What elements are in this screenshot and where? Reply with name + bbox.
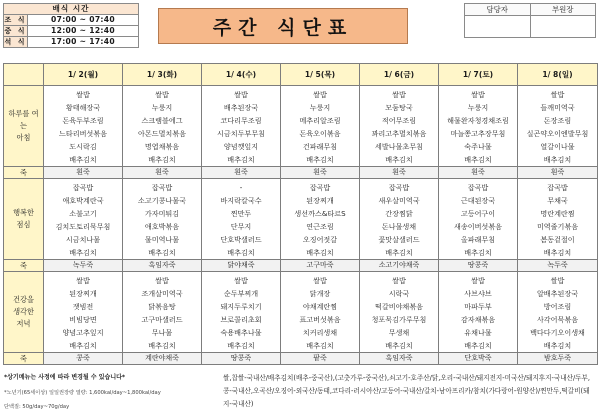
menu-cell bbox=[360, 179, 439, 260]
dish-item: 쌀밥 bbox=[550, 90, 565, 99]
origin-info: 쌀,찹쌀-국내산/배추김치(배추-중국산),(고춧가루-중국산),쇠고기-호주산/닭,오리-국내산/돼지전지-미국산/돼지후지-국내산/두부,콩-국내산,오곡산/오징어-외국산/동태,코다리-러시아산/고등어-국내산/갈치-남아프리카/참치(가다랑어-원양산)/찐만두,떡갈비(돼지-국내산) bbox=[223, 374, 591, 408]
page-title: 주간 식단표 bbox=[212, 16, 354, 39]
dish-item: 배추김치 bbox=[148, 341, 176, 350]
dish-item: 쌀밥 bbox=[471, 90, 485, 99]
dish-item: 고구마샐러드 bbox=[141, 315, 183, 324]
dish-item: 닭개장 bbox=[309, 289, 331, 298]
meal-row-label-line: 생각한 bbox=[13, 307, 34, 316]
dish-item: 감자채볶음 bbox=[460, 315, 496, 324]
breakfast-label: 조 식 bbox=[4, 16, 27, 24]
dish-item: 쌀밥 bbox=[76, 276, 90, 285]
meal-row-label-line: 는 bbox=[20, 121, 27, 130]
dish-item: 방어조림 bbox=[543, 302, 572, 311]
dish-item: 바지락칼국수 bbox=[220, 196, 262, 205]
dish-item: 꽃맛살샐러드 bbox=[378, 235, 420, 244]
approval-table bbox=[464, 3, 596, 38]
dish-item: 도시락김 bbox=[69, 142, 97, 151]
dish-item: 쌀밥 bbox=[155, 276, 169, 285]
dish-item: 치커리생채 bbox=[302, 328, 338, 337]
dish-item: 돈육오이볶음 bbox=[299, 129, 341, 138]
meal-row bbox=[4, 86, 598, 167]
meal-row-label-line: 하루를 여 bbox=[8, 109, 39, 118]
dish-item: 올파래무침 bbox=[460, 235, 496, 244]
dinner-label: 석 식 bbox=[4, 38, 27, 46]
porridge-cell: 소고기야채죽 bbox=[360, 260, 439, 272]
dish-item: 배추김치 bbox=[148, 248, 176, 257]
porridge-cell: 흰죽 bbox=[360, 167, 439, 179]
dish-item: 찐만두 bbox=[230, 209, 252, 218]
dish-item: 쌀밥 bbox=[313, 276, 327, 285]
dish-item: 배추김치 bbox=[543, 155, 572, 164]
dish-item: 잡곡밥 bbox=[467, 183, 489, 192]
dish-item: 쌀밥 bbox=[234, 276, 248, 285]
porridge-cell: 팥죽 bbox=[281, 353, 360, 365]
dish-item: 단무지 bbox=[230, 222, 252, 231]
dish-item: 명엽채볶음 bbox=[144, 142, 180, 151]
dish-item: 비빔당면 bbox=[69, 315, 97, 324]
dish-item: 배추김치 bbox=[69, 341, 97, 350]
day-header: 1/ 4(수) bbox=[202, 64, 281, 86]
approval-manager-label: 담당자 bbox=[465, 4, 531, 16]
porridge-cell: 흰죽 bbox=[123, 167, 202, 179]
nutrition-info bbox=[4, 386, 199, 414]
dish-item: 애호박볶음 bbox=[144, 222, 180, 231]
dish-item: 배추김치 bbox=[69, 248, 97, 257]
menu-cell bbox=[281, 179, 360, 260]
dish-item: 새우살미역국 bbox=[378, 196, 420, 205]
dish-item: 소불고기 bbox=[69, 209, 97, 218]
dish-item: 배추김치 bbox=[464, 341, 492, 350]
dish-item: 가자미튀김 bbox=[144, 209, 180, 218]
dish-item: 무나물 bbox=[151, 328, 173, 337]
porridge-row bbox=[4, 167, 598, 179]
dish-item: 배추김치 bbox=[227, 155, 255, 164]
porridge-cell: 흰죽 bbox=[439, 167, 518, 179]
lunch-time: 12:00 ~ 12:40 bbox=[28, 26, 139, 37]
porridge-row-label: 죽 bbox=[4, 260, 44, 272]
dish-item: 시락국 bbox=[388, 289, 410, 298]
dish-item: 조개살미역국 bbox=[141, 289, 183, 298]
dish-item: 배추김치 bbox=[464, 248, 492, 257]
dish-item: 잡곡밥 bbox=[72, 183, 94, 192]
menu-cell bbox=[360, 86, 439, 167]
meal-row-label bbox=[4, 86, 44, 167]
dish-item: 세발나물초무침 bbox=[375, 142, 423, 151]
dish-item: 양념고추잎지 bbox=[62, 328, 104, 337]
dish-item: 누룽지 bbox=[467, 103, 489, 112]
lunch-label: 중 식 bbox=[4, 27, 27, 35]
approval-deputy-sign bbox=[530, 16, 596, 38]
menu-cell bbox=[439, 272, 518, 353]
meal-row-label-line: 저녁 bbox=[16, 319, 31, 328]
dish-item: 마파두부 bbox=[464, 302, 492, 311]
dish-item: 쌀밥 bbox=[234, 90, 248, 99]
meal-times-table bbox=[3, 3, 139, 48]
dish-item: 아몬드멸치볶음 bbox=[138, 129, 186, 138]
porridge-cell: 흰죽 bbox=[44, 167, 123, 179]
dish-item: 메추리알조림 bbox=[299, 116, 341, 125]
menu-cell bbox=[123, 272, 202, 353]
menu-cell bbox=[439, 86, 518, 167]
dish-item: 꽈리고추멸치볶음 bbox=[371, 129, 427, 138]
dish-item: 애호박계란국 bbox=[62, 196, 104, 205]
dish-item: 알배추된장국 bbox=[536, 289, 579, 298]
day-header: 1/ 8(일) bbox=[518, 64, 598, 86]
meal-row bbox=[4, 179, 598, 260]
dish-item: 실곤약오이엔발무침 bbox=[526, 129, 589, 138]
dish-item: 모둠탕국 bbox=[385, 103, 413, 112]
dish-item: 배추김치 bbox=[543, 248, 572, 257]
dish-item: 쌀밥 bbox=[550, 276, 565, 285]
dish-item: 떡갈비야채볶음 bbox=[375, 302, 423, 311]
porridge-cell: 흰죽 bbox=[518, 167, 598, 179]
dish-item: 청포묵김가루무침 bbox=[371, 315, 427, 324]
porridge-cell: 땅콩죽 bbox=[439, 260, 518, 272]
meal-row-label bbox=[4, 272, 44, 353]
dish-item: 명란계란찜 bbox=[540, 209, 575, 218]
meal-row-label-line: 건강을 bbox=[13, 295, 34, 304]
dish-item: 배추김치 bbox=[385, 248, 413, 257]
dish-item: 시금치나물 bbox=[65, 235, 101, 244]
dish-item: 코다리무조림 bbox=[220, 116, 262, 125]
dish-item: 배추김치 bbox=[385, 341, 413, 350]
dish-item: 들깨미역국 bbox=[540, 103, 575, 112]
dish-item: 표고버섯볶음 bbox=[299, 315, 341, 324]
porridge-cell: 밤호두죽 bbox=[518, 353, 598, 365]
dish-item: 배추김치 bbox=[306, 248, 334, 257]
dish-item: 배추김치 bbox=[227, 248, 255, 257]
dish-item: 브로콜리초회 bbox=[220, 315, 262, 324]
breakfast-time: 07:00 ~ 07:40 bbox=[28, 15, 139, 26]
menu-cell bbox=[360, 272, 439, 353]
approval-manager-sign bbox=[465, 16, 531, 38]
porridge-cell: 땅콩죽 bbox=[202, 353, 281, 365]
dish-item: 잡곡밥 bbox=[388, 183, 410, 192]
dish-item: 돈나물생채 bbox=[381, 222, 417, 231]
dish-item: 된장찌개 bbox=[306, 196, 334, 205]
dish-item: 무채국 bbox=[547, 196, 568, 205]
dish-item: 유채나물 bbox=[464, 328, 492, 337]
dish-item: - bbox=[239, 183, 243, 192]
dish-item: 봄동겉절이 bbox=[540, 235, 575, 244]
dish-item: 적어무조림 bbox=[381, 116, 417, 125]
dish-item: 스크램블에그 bbox=[141, 116, 183, 125]
approval-deputy-label: 부원장 bbox=[530, 4, 596, 16]
dish-item: 잡곡밥 bbox=[151, 183, 173, 192]
dish-item: 쌀밥 bbox=[392, 276, 406, 285]
porridge-row-label: 죽 bbox=[4, 353, 44, 365]
dish-item: 배추김치 bbox=[385, 155, 413, 164]
dish-item: 숙용배추나물 bbox=[220, 328, 262, 337]
menu-cell bbox=[518, 179, 598, 260]
meal-row-label-line: 행복한 bbox=[13, 208, 34, 217]
dish-item: 배추된장국 bbox=[223, 103, 259, 112]
porridge-row bbox=[4, 260, 598, 272]
dish-item: 돼지두루치기 bbox=[220, 302, 262, 311]
porridge-cell: 닭야채죽 bbox=[202, 260, 281, 272]
menu-cell bbox=[518, 272, 598, 353]
nutrition-protein: 단백질: 50g/day~70g/day bbox=[4, 404, 70, 410]
meal-row-label bbox=[4, 179, 44, 260]
menu-cell bbox=[44, 86, 123, 167]
dish-item: 고등어구이 bbox=[460, 209, 496, 218]
menu-cell bbox=[123, 179, 202, 260]
dish-item: 돈육두부조림 bbox=[62, 116, 104, 125]
porridge-cell: 콩죽 bbox=[44, 353, 123, 365]
porridge-row-label: 죽 bbox=[4, 167, 44, 179]
dish-item: 사브샤브 bbox=[464, 289, 492, 298]
dish-item: 느타리버섯볶음 bbox=[59, 129, 107, 138]
dish-item: 쌀밥 bbox=[76, 90, 90, 99]
dish-item: 오징어젓갈 bbox=[302, 235, 338, 244]
porridge-cell: 흰죽 bbox=[281, 167, 360, 179]
dish-item: 야채계란찜 bbox=[302, 302, 338, 311]
corner-cell bbox=[4, 64, 44, 86]
dish-item: 숙주나물 bbox=[464, 142, 492, 151]
title-banner bbox=[158, 8, 408, 44]
dish-item: 순두부찌개 bbox=[223, 289, 259, 298]
day-header-row bbox=[4, 64, 598, 86]
porridge-cell: 흑임자죽 bbox=[123, 260, 202, 272]
dish-item: 쌀밥 bbox=[155, 90, 169, 99]
dish-item: 연근조림 bbox=[306, 222, 334, 231]
meal-times-header: 배식 시간 bbox=[4, 4, 139, 15]
dish-item: 무생채 bbox=[388, 328, 410, 337]
dish-item: 된장찌개 bbox=[69, 289, 97, 298]
dish-item: 쌀밥 bbox=[471, 276, 485, 285]
menu-cell bbox=[202, 179, 281, 260]
dish-item: 해물완자청경채조림 bbox=[447, 116, 509, 125]
dish-item: 양념깻잎지 bbox=[223, 142, 259, 151]
dish-item: 잡곡밥 bbox=[547, 183, 568, 192]
dish-item: 생선까스&타르S bbox=[294, 209, 346, 218]
dish-item: 건파래무침 bbox=[302, 142, 338, 151]
dish-item: 배추김치 bbox=[464, 155, 492, 164]
menu-cell bbox=[44, 272, 123, 353]
menu-cell bbox=[439, 179, 518, 260]
dish-item: 김치도토리묵무침 bbox=[55, 222, 111, 231]
dish-item: 잡곡밥 bbox=[309, 183, 331, 192]
menu-cell bbox=[123, 86, 202, 167]
dish-item: 배추김치 bbox=[306, 341, 334, 350]
dish-item: 사각어묵볶음 bbox=[536, 315, 579, 324]
porridge-cell: 고구마죽 bbox=[281, 260, 360, 272]
dish-item: 백다다기오이생채 bbox=[530, 328, 585, 337]
porridge-cell: 흰죽 bbox=[202, 167, 281, 179]
dish-item: 배추김치 bbox=[543, 341, 572, 350]
menu-cell bbox=[281, 272, 360, 353]
menu-cell bbox=[281, 86, 360, 167]
dish-item: 단호박샐러드 bbox=[220, 235, 262, 244]
meal-row-label-line: 점심 bbox=[16, 220, 31, 229]
day-header: 1/ 7(토) bbox=[439, 64, 518, 86]
notice-text: *상기메뉴는 사정에 따라 변경될 수 있습니다* bbox=[4, 374, 126, 381]
porridge-cell: 흑임자죽 bbox=[360, 353, 439, 365]
dish-item: 미역줄기볶음 bbox=[536, 222, 579, 231]
dish-item: 잿빔전 bbox=[72, 302, 94, 311]
day-header: 1/ 3(화) bbox=[123, 64, 202, 86]
dinner-time: 17:00 ~ 17:40 bbox=[28, 37, 139, 48]
dish-item: 간장찜닭 bbox=[385, 209, 413, 218]
dish-item: 배추김치 bbox=[148, 155, 176, 164]
menu-cell bbox=[44, 179, 123, 260]
porridge-cell: 녹두죽 bbox=[44, 260, 123, 272]
porridge-cell: 녹두죽 bbox=[518, 260, 598, 272]
menu-cell bbox=[202, 86, 281, 167]
porridge-cell: 단호박죽 bbox=[439, 353, 518, 365]
dish-item: 시금치두부무침 bbox=[217, 129, 265, 138]
dish-item: 근대된장국 bbox=[460, 196, 496, 205]
day-header: 1/ 5(목) bbox=[281, 64, 360, 86]
dish-item: 배추김치 bbox=[227, 341, 255, 350]
dish-item: 배추김치 bbox=[306, 155, 334, 164]
dish-item: 닭볶음탕 bbox=[148, 302, 176, 311]
porridge-cell: 계란야채죽 bbox=[123, 353, 202, 365]
porridge-row bbox=[4, 353, 598, 365]
menu-table bbox=[3, 63, 598, 365]
dish-item: 마늘쫑고추장무침 bbox=[450, 129, 506, 138]
dish-item: 쌀밥 bbox=[392, 90, 406, 99]
day-header: 1/ 2(월) bbox=[44, 64, 123, 86]
dish-item: 소고기콩나물국 bbox=[138, 196, 186, 205]
dish-item: 누룽지 bbox=[151, 103, 173, 112]
dish-item: 열갈이나물 bbox=[540, 142, 575, 151]
dish-item: 황태해장국 bbox=[65, 103, 101, 112]
menu-cell bbox=[518, 86, 598, 167]
meal-row bbox=[4, 272, 598, 353]
dish-item: 돈장조림 bbox=[543, 116, 572, 125]
dish-item: 물미역나물 bbox=[144, 235, 180, 244]
nutrition-calories: *노년기(65세이상) 일일권장량 열량: 1,600kal/day~1,800kal/day bbox=[4, 390, 161, 396]
day-header: 1/ 6(금) bbox=[360, 64, 439, 86]
dish-item: 쌀밥 bbox=[313, 90, 327, 99]
dish-item: 누룽지 bbox=[309, 103, 331, 112]
menu-cell bbox=[202, 272, 281, 353]
dish-item: 새송이버섯볶음 bbox=[454, 222, 502, 231]
dish-item: 배추김치 bbox=[69, 155, 97, 164]
meal-row-label-line: 아침 bbox=[16, 133, 31, 142]
